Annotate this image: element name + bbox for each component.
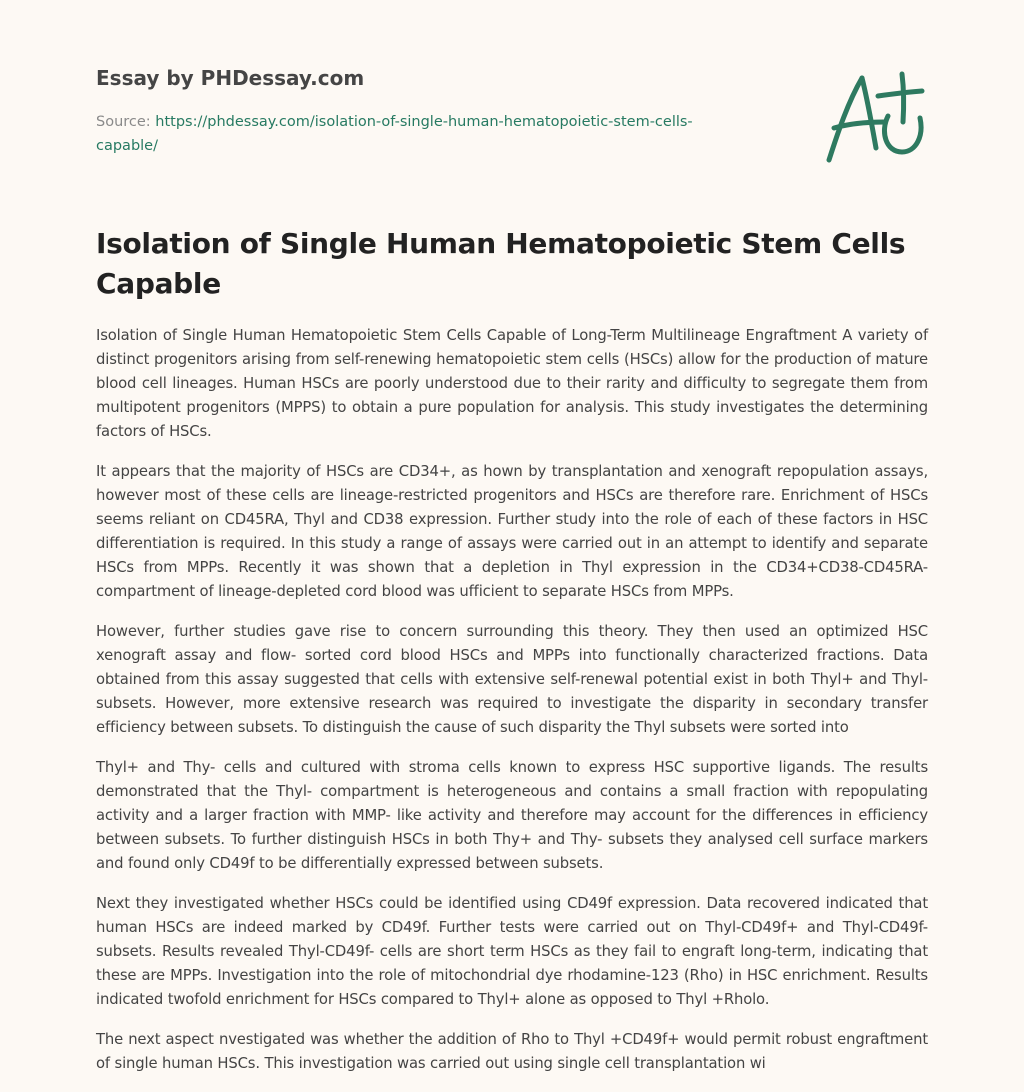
brand-title: Essay by PHDessay.com [96, 66, 365, 90]
article-paragraph: The next aspect nvestigated was whether the addition of Rho to Thyl +CD49f+ would permit robust engraftment of single human HSCs. This investigation was carried out using single cell transplantation wi [96, 1031, 928, 1072]
a-plus-grade-icon [818, 66, 930, 166]
source-link[interactable]: https://phdessay.com/isolation-of-single-human-hematopoietic-stem-cells-capable/ [96, 114, 693, 154]
article-paragraph: Thyl+ and Thy- cells and cultured with stroma cells known to express HSC supportive ligands. The results demonstrated that the Thyl- compartment is heterogeneous and contains a small fraction with repopulating activity and a larger fraction with MMP- like activity and therefore may account for the differences in efficiency between subsets. To further distinguish HSCs in both Thy+ and Thy- subsets they analysed cell surface markers and found only CD49f to be differentially expressed between subsets. [96, 759, 928, 872]
source-line [96, 110, 736, 158]
article-paragraph: Isolation of Single Human Hematopoietic Stem Cells Capable of Long-Term Multilineage Engraftment A variety of distinct progenitors arising from self-renewing hematopoietic stem cells (HSCs) allow for the production of mature blood cell lineages. Human HSCs are poorly understood due to their rarity and difficulty to segregate them from multipotent progenitors (MPPS) to obtain a pure population for analysis. This study investigates the determining factors of HSCs. [96, 327, 928, 440]
source-label: Source: [96, 114, 156, 130]
article-title: Isolation of Single Human Hematopoietic Stem Cells Capable [96, 227, 906, 300]
article-paragraph: However, further studies gave rise to concern surrounding this theory. They then used an optimized HSC xenograft assay and flow- sorted cord blood HSCs and MPPs into functionally characterized fractions. Data obtained from this assay suggested that cells with extensive self-renewal potential exist in both Thyl+ and Thyl-subsets. However, more extensive research was required to investigate the disparity in secondary transfer efficiency between subsets. To distinguish the cause of such disparity the Thyl subsets were sorted into [96, 623, 928, 736]
site-header [96, 64, 736, 158]
article-paragraph: Next they investigated whether HSCs could be identified using CD49f expression. Data recovered indicated that human HSCs are indeed marked by CD49f. Further tests were carried out on Thyl-CD49f+ and Thyl-CD49f-subsets. Results revealed Thyl-CD49f- cells are short term HSCs as they fail to engraft long-term, indicating that these are MPPs. Investigation into the role of mitochondrial dye rhodamine-123 (Rho) in HSC enrichment. Results indicated twofold enrichment for HSCs compared to Thyl+ alone as opposed to Thyl +Rholo. [96, 895, 928, 1008]
article-paragraph: It appears that the majority of HSCs are CD34+, as hown by transplantation and xenograft repopulation assays, however most of these cells are lineage-restricted progenitors and HSCs are therefore rare. Enrichment of HSCs seems reliant on CD45RA, Thyl and CD38 expression. Further study into the role of each of these factors in HSC differentiation is required. In this study a range of assays were carried out in an attempt to identify and separate HSCs from MPPs. Recently it was shown that a depletion in Thyl expression in the CD34+CD38-CD45RA-compartment of lineage-depleted cord blood was ufficient to separate HSCs from MPPs. [96, 463, 928, 600]
article-body [96, 324, 928, 1092]
